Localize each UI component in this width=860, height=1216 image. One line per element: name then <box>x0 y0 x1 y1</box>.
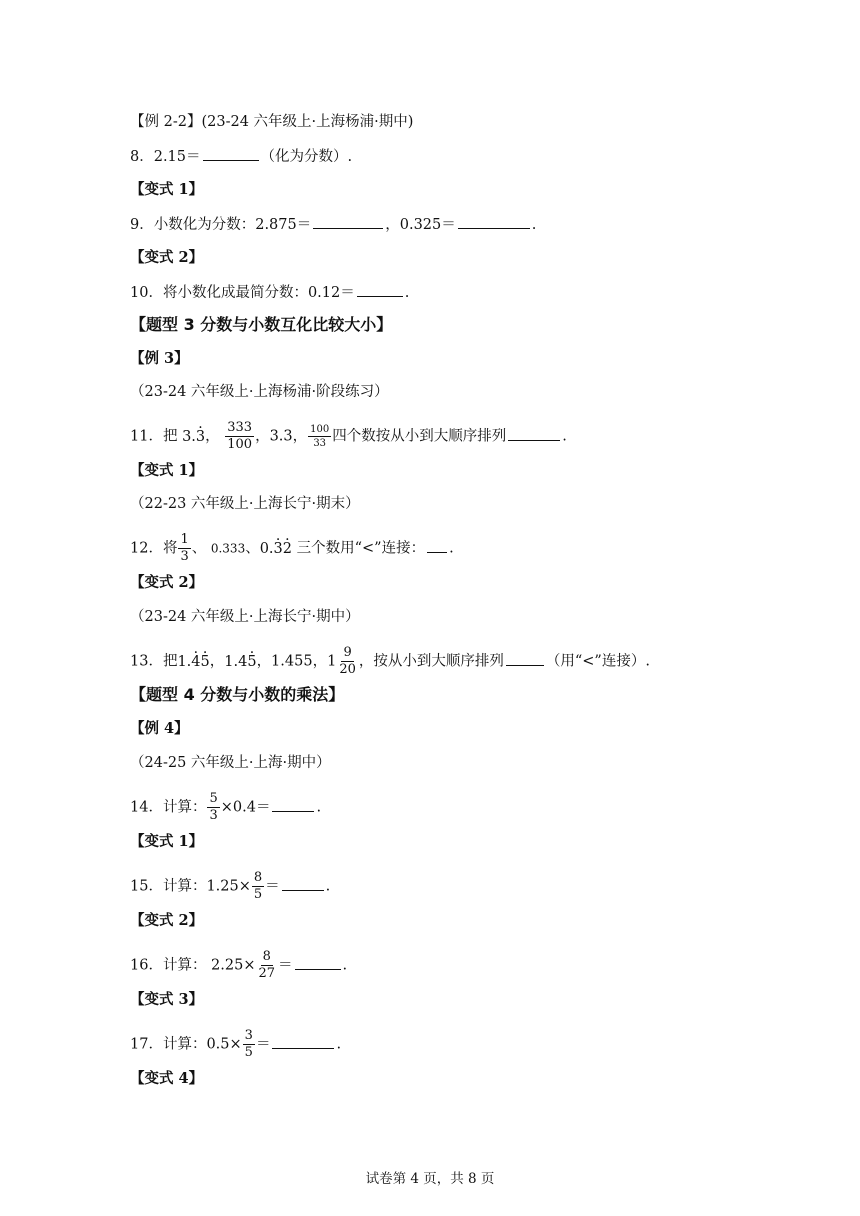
answer-blank[interactable] <box>357 282 403 297</box>
fraction: $\frac{8}{27}$ <box>258 949 276 981</box>
question-11: 11．把 3.· 3， $\frac{333}{100}$ ，3.3， $\frac{100}{33}$ 四个数按从小到大顺序排列 . <box>130 421 567 452</box>
answer-blank[interactable] <box>203 146 259 161</box>
answer-blank[interactable] <box>313 214 383 229</box>
repeating-decimal: 1.· 4· 5 <box>177 654 209 670</box>
source-note-14: （24-25 六年级上·上海·期中） <box>130 755 331 771</box>
fraction: $\frac{8}{5}$ <box>253 870 263 902</box>
question-15: 15．计算：1.25× $\frac{8}{5}$ ＝ . <box>130 870 331 902</box>
fraction: $\frac{333}{100}$ <box>227 420 253 452</box>
variant-2-label: 【变式 2】 <box>130 249 204 266</box>
question-17: 17．计算：0.5× $\frac{3}{5}$ ＝ . <box>130 1028 342 1060</box>
question-13: 13．把1.· 4· 5，1.4· 5，1.455，1 $\frac{9}{20}$ ，按从小到大顺序排列 （用“<”连接）. <box>130 646 650 677</box>
variant-1-label: 【变式 1】 <box>130 462 204 479</box>
fraction: $\frac{9}{20}$ <box>339 645 356 677</box>
repeating-decimal: 0.· 3· 2 <box>260 541 292 557</box>
fraction: $\frac{1}{3}$ <box>180 532 189 564</box>
question-12: 12．将 $\frac{1}{3}$ 、 0.333、0.· 3· 2 三个数用“<”连接： . <box>130 533 454 564</box>
fraction: $\frac{100}{33}$ <box>310 424 330 449</box>
repeating-decimal: 1.4· 5 <box>224 654 256 670</box>
page-footer: 试卷第 4 页，共 8 页 <box>365 1171 495 1187</box>
variant-3-label: 【变式 3】 <box>130 991 204 1008</box>
answer-blank[interactable] <box>282 876 324 891</box>
question-14: 14．计算： $\frac{5}{3}$ ×0.4＝ . <box>130 791 322 823</box>
section-heading-4: 【题型 4 分数与小数的乘法】 <box>130 685 345 704</box>
answer-blank[interactable] <box>295 955 341 970</box>
section-heading-3: 【题型 3 分数与小数互化比较大小】 <box>130 315 393 334</box>
answer-blank[interactable] <box>506 651 544 666</box>
answer-blank[interactable] <box>458 214 530 229</box>
variant-4-label: 【变式 4】 <box>130 1070 204 1087</box>
question-8: 8．2.15＝ （化为分数）. <box>130 146 352 167</box>
variant-1-label: 【变式 1】 <box>130 181 204 198</box>
variant-2-label: 【变式 2】 <box>130 912 204 929</box>
source-note-12: （22-23 六年级上·上海长宁·期末） <box>130 496 360 512</box>
question-10: 10．将小数化成最简分数：0.12＝ . <box>130 282 409 303</box>
fraction: $\frac{5}{3}$ <box>209 791 218 823</box>
variant-2-label: 【变式 2】 <box>130 574 204 591</box>
question-9: 9．小数化为分数：2.875＝ ，0.325＝ . <box>130 214 536 235</box>
fraction: $\frac{3}{5}$ <box>244 1028 253 1060</box>
answer-blank[interactable] <box>508 426 560 441</box>
example-4-label: 【例 4】 <box>130 720 189 737</box>
repeating-decimal: 3.· 3 <box>182 429 205 445</box>
question-16: 16．计算： 2.25× $\frac{8}{27}$ ＝ . <box>130 949 348 981</box>
answer-blank[interactable] <box>427 538 447 553</box>
example-3-label: 【例 3】 <box>130 350 189 367</box>
source-note-13: （23-24 六年级上·上海长宁·期中） <box>130 609 360 625</box>
example-2-2-header: 【例 2-2】(23-24 六年级上·上海杨浦·期中) <box>130 114 414 130</box>
answer-blank[interactable] <box>272 797 314 812</box>
answer-blank[interactable] <box>272 1034 334 1049</box>
variant-1-label: 【变式 1】 <box>130 833 204 850</box>
source-note-11: （23-24 六年级上·上海杨浦·阶段练习） <box>130 384 389 400</box>
